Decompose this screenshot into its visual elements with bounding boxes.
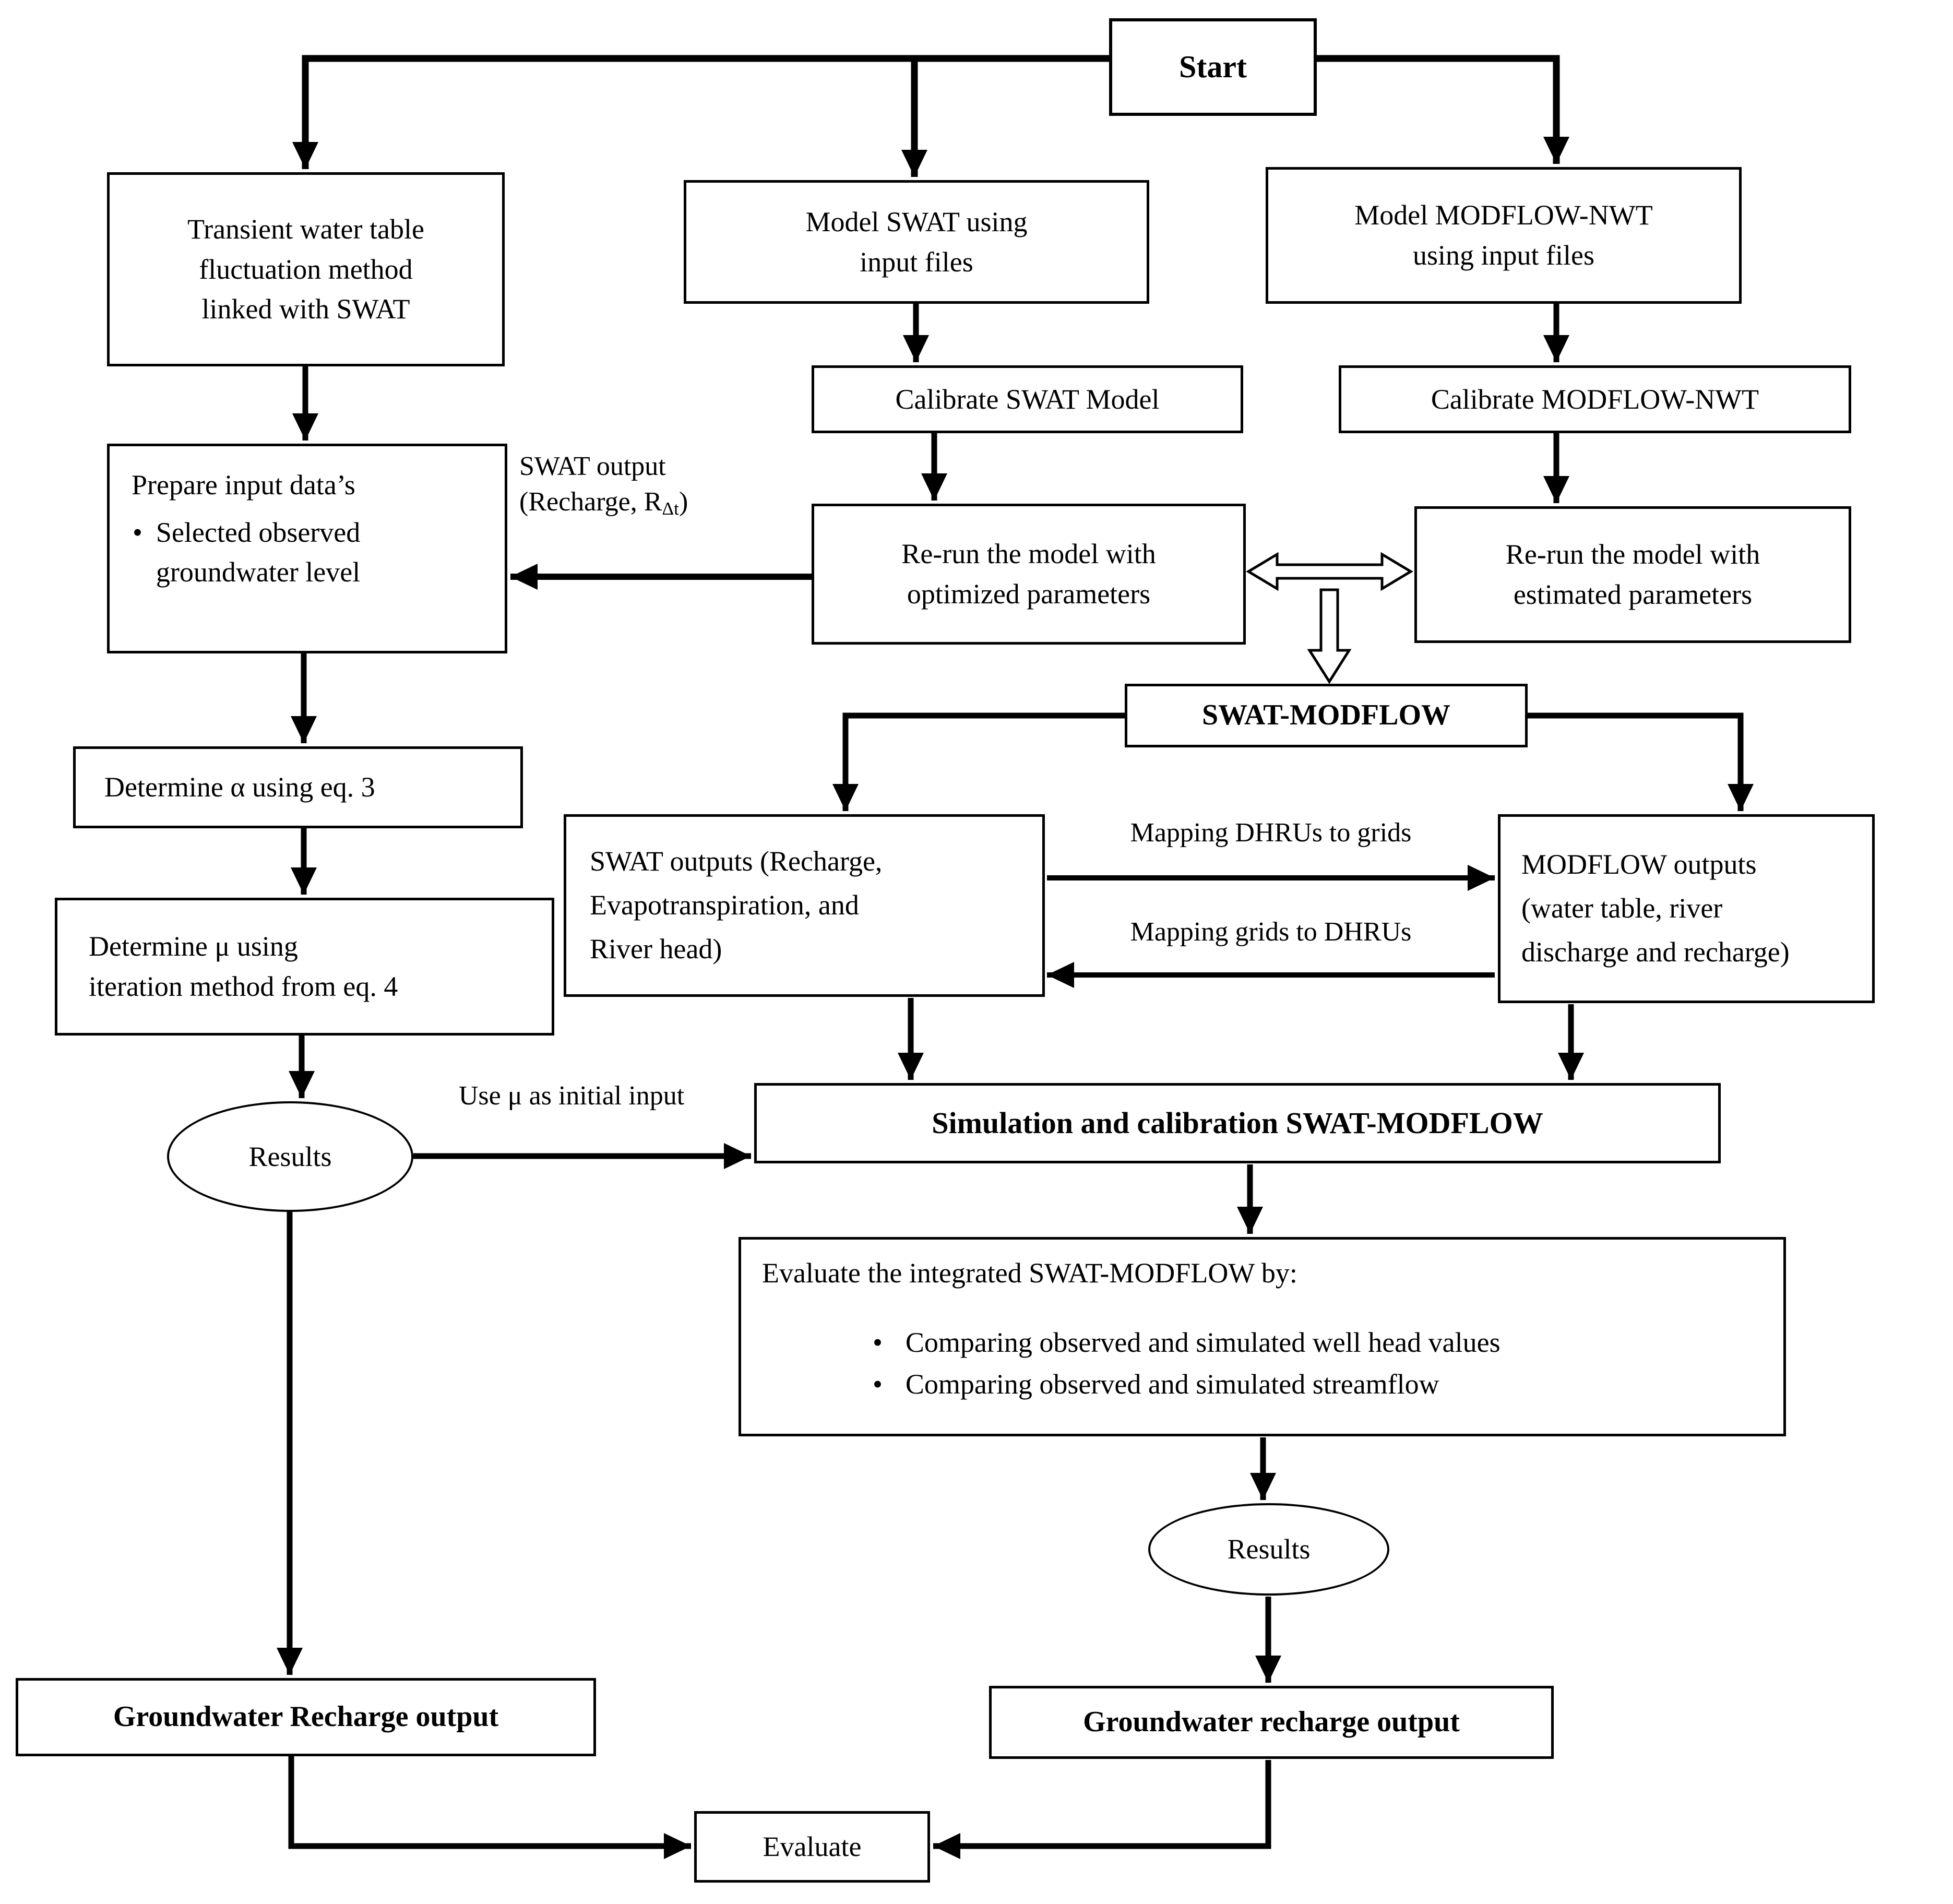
text-line: River head)	[590, 933, 722, 965]
swat-outputs-text	[590, 840, 882, 971]
text-line: linked with SWAT	[201, 293, 410, 325]
start-label: Start	[1179, 49, 1247, 84]
label-use-mu-as-initial-input: Use μ as initial input	[458, 1081, 685, 1111]
swat-output-post: )	[678, 486, 688, 517]
modflow-outputs-text	[1521, 843, 1790, 974]
text-line: using input files	[1413, 240, 1594, 271]
results-left-label: Results	[248, 1140, 332, 1172]
model-swat-text	[805, 202, 1027, 282]
text-line: estimated parameters	[1513, 579, 1753, 610]
text-line: SWAT outputs (Recharge,	[590, 846, 883, 877]
edge-swatmodflow-to-swat-outputs	[845, 716, 1125, 811]
node-determine-mu	[55, 898, 554, 1036]
prepare-input-bullet-text: Selected observed groundwater level	[156, 516, 361, 588]
text-line: iteration method from eq. 4	[89, 971, 398, 1002]
text-line: Transient water table	[187, 213, 424, 245]
swat-output-subscript: Δt	[662, 497, 679, 519]
swat-output-pre: (Recharge, R	[519, 486, 662, 517]
node-start	[1109, 18, 1317, 116]
node-calibrate-modflow-nwt	[1339, 365, 1851, 433]
groundwater-recharge-left-label: Groundwater Recharge output	[113, 1700, 499, 1733]
node-prepare-input	[107, 444, 507, 653]
swat-output-line1: SWAT output	[519, 451, 666, 481]
swat-output-line2	[519, 484, 780, 521]
calibrate-swat-label: Calibrate SWAT Model	[895, 383, 1160, 415]
transient-method-text	[187, 209, 424, 329]
node-evaluate-integrated	[739, 1237, 1786, 1436]
node-results-left	[167, 1101, 413, 1212]
model-modflow-text	[1354, 195, 1652, 275]
edge-start-to-transient	[305, 58, 1109, 169]
node-determine-alpha	[73, 746, 523, 828]
text-line: discharge and recharge)	[1521, 936, 1790, 968]
prepare-input-title: Prepare input data’s	[132, 469, 355, 501]
label-mapping-dhrus-to-grids: Mapping DHRUs to grids	[1130, 818, 1412, 848]
node-model-swat	[684, 180, 1149, 304]
prepare-input-bullet-row	[133, 513, 438, 592]
bullet-icon	[133, 513, 142, 553]
rerun-estimated-text	[1506, 534, 1760, 614]
determine-mu-text	[89, 926, 398, 1006]
calibrate-modflow-label: Calibrate MODFLOW-NWT	[1431, 383, 1759, 415]
bullet-icon	[873, 1323, 883, 1363]
node-calibrate-swat	[812, 365, 1243, 433]
text-line: Re-run the model with	[901, 538, 1156, 570]
edge-swatmodflow-to-modflow-outputs	[1528, 716, 1741, 811]
text-line: Determine μ using	[89, 931, 298, 962]
bullet-icon	[873, 1364, 883, 1405]
evaluate-label: Evaluate	[763, 1831, 862, 1863]
evaluate-bullet-text: Comparing observed and simulated streamflow	[905, 1368, 1439, 1400]
node-model-modflow-nwt	[1266, 167, 1742, 304]
node-evaluate	[694, 1811, 930, 1883]
label-swat-output	[519, 449, 780, 520]
determine-alpha-label: Determine α using eq. 3	[104, 771, 375, 803]
simulation-calibration-label: Simulation and calibration SWAT-MODFLOW	[932, 1105, 1543, 1140]
node-groundwater-recharge-left	[16, 1678, 596, 1756]
swat-modflow-label: SWAT-MODFLOW	[1201, 699, 1451, 732]
evaluate-integrated-bullets	[873, 1323, 1501, 1407]
text-line: optimized parameters	[907, 578, 1151, 610]
node-modflow-outputs	[1498, 814, 1875, 1003]
node-swat-outputs	[564, 814, 1045, 997]
text-line: input files	[860, 246, 973, 278]
node-rerun-estimated	[1414, 506, 1851, 643]
node-simulation-calibration	[754, 1083, 1721, 1163]
node-rerun-optimized	[812, 504, 1246, 645]
text-line: fluctuation method	[199, 253, 413, 285]
evaluate-integrated-title: Evaluate the integrated SWAT-MODFLOW by:	[762, 1257, 1297, 1289]
evaluate-bullet-row	[873, 1364, 1501, 1405]
edge-gw-right-to-evaluate	[933, 1760, 1268, 1846]
text-line: Evapotranspiration, and	[590, 889, 859, 921]
double-hollow-arrow-icon	[1248, 554, 1411, 589]
label-mapping-grids-to-dhrus: Mapping grids to DHRUs	[1130, 917, 1412, 947]
text-line: Model SWAT using	[805, 206, 1028, 237]
evaluate-bullet-row	[873, 1323, 1501, 1363]
groundwater-recharge-right-label: Groundwater recharge output	[1083, 1706, 1460, 1739]
text-line: Re-run the model with	[1505, 539, 1760, 570]
text-line: (water table, river	[1521, 892, 1723, 924]
node-swat-modflow	[1125, 684, 1528, 747]
text-line: MODFLOW outputs	[1521, 849, 1757, 880]
rerun-optimized-text	[901, 534, 1156, 614]
node-transient-method	[107, 172, 505, 366]
node-results-right	[1148, 1503, 1389, 1596]
edge-gw-left-to-evaluate	[291, 1756, 691, 1846]
evaluate-bullet-text: Comparing observed and simulated well head values	[905, 1326, 1501, 1358]
text-line: Model MODFLOW-NWT	[1354, 199, 1653, 231]
results-right-label: Results	[1227, 1533, 1311, 1565]
node-groundwater-recharge-right	[989, 1686, 1554, 1759]
edge-start-to-model-modflow	[1315, 58, 1556, 164]
hollow-down-arrow-icon	[1309, 590, 1349, 682]
